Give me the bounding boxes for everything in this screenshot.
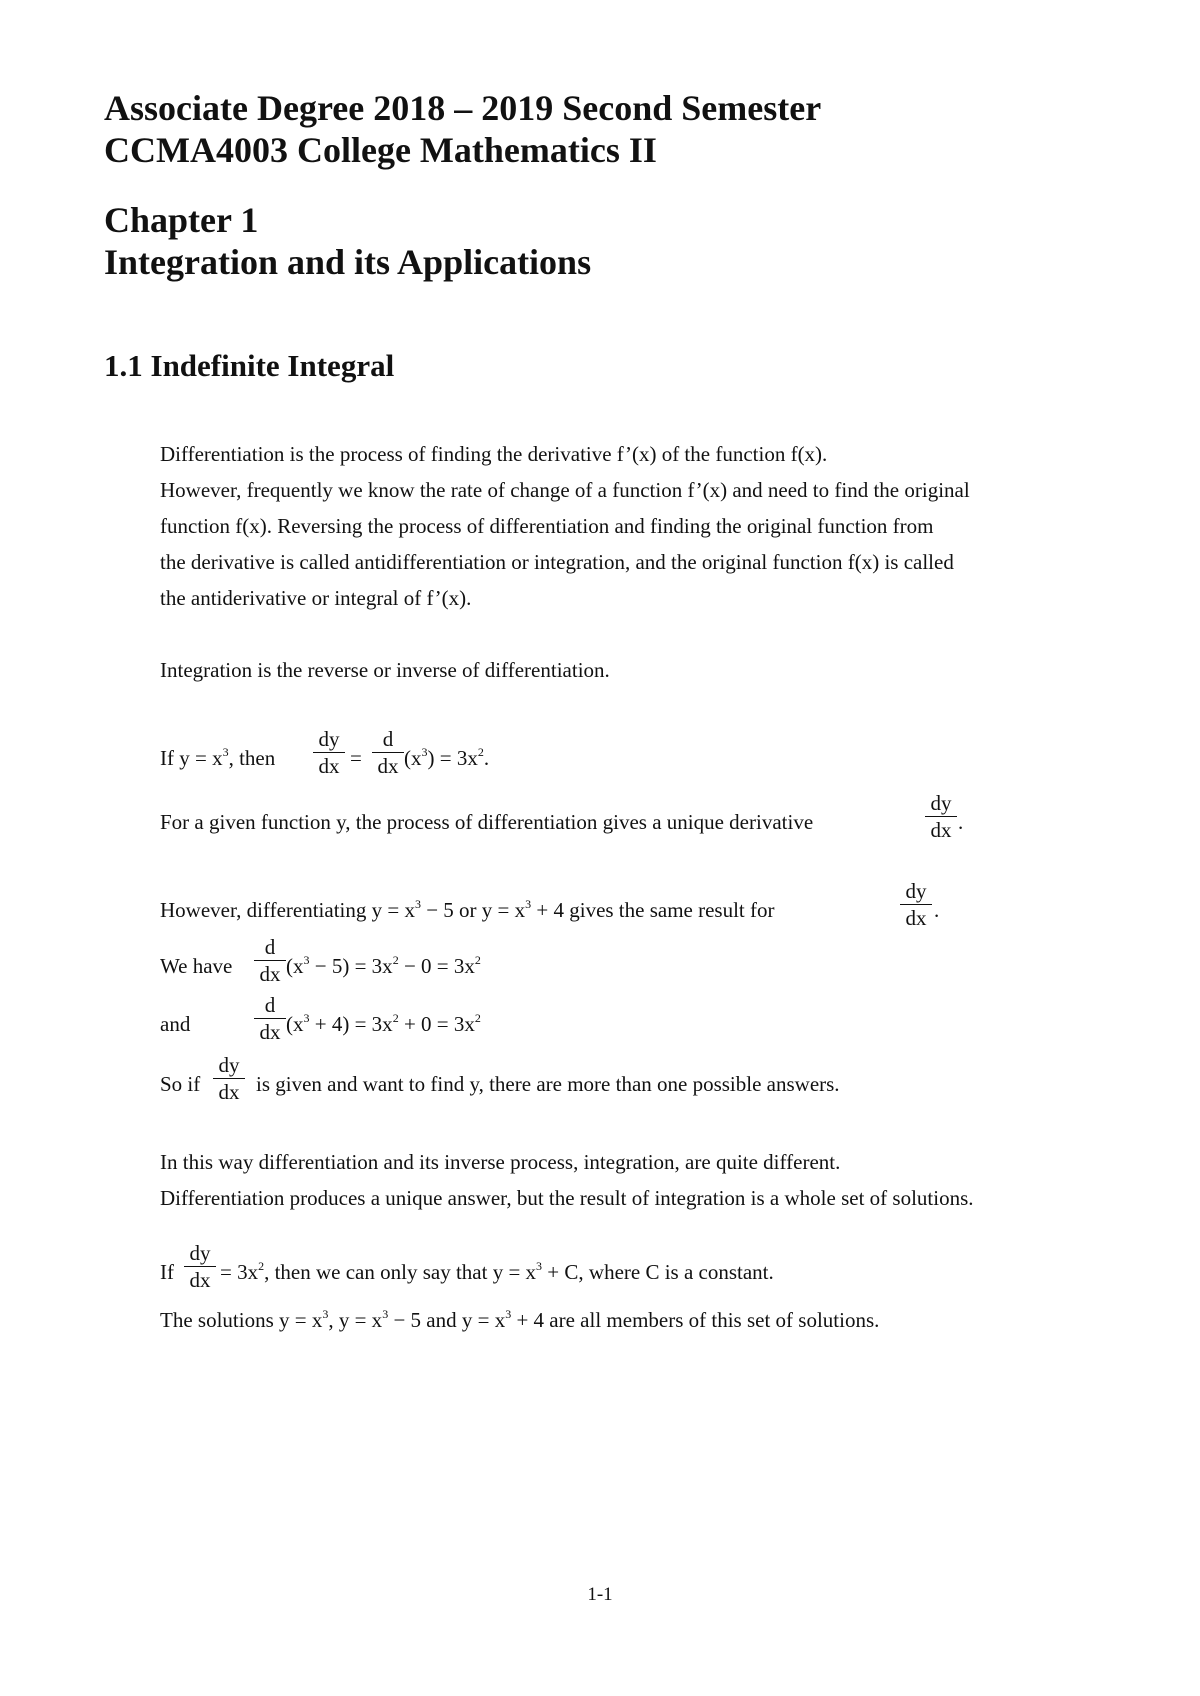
intro-line-2: However, frequently we know the rate of change of a function f’(x) and need to find the original	[160, 478, 970, 502]
dy-dx-fraction: dy dx	[184, 1242, 216, 1291]
section-heading: 1.1 Indefinite Integral	[104, 348, 395, 383]
d-dx-fraction: d dx	[254, 994, 286, 1043]
d-dx-fraction: d dx	[372, 728, 404, 777]
intro-line-5: the antiderivative or integral of f’(x).	[160, 586, 472, 610]
dy-dx-fraction: dy dx	[925, 792, 957, 841]
page-number: 1-1	[587, 1584, 613, 1605]
chapter-title: Integration and its Applications	[104, 242, 592, 282]
course-code-title: CCMA4003 College Mathematics II	[104, 130, 657, 170]
intro-line-1: Differentiation is the process of finding the derivative f’(x) of the function f(x).	[160, 442, 828, 466]
chapter-number: Chapter 1	[104, 200, 259, 240]
course-title: Associate Degree 2018 – 2019 Second Semester	[104, 88, 822, 128]
inverse-statement: Integration is the reverse or inverse of differentiation.	[160, 658, 610, 682]
intro-line-4: the derivative is called antidifferentiation or integration, and the original function f(x) is called	[160, 550, 954, 574]
dy-dx-fraction: dy dx	[213, 1054, 245, 1103]
closing-line-1: In this way differentiation and its inverse process, integration, are quite different.	[160, 1150, 841, 1174]
dy-dx-fraction: dy dx	[900, 880, 932, 929]
solutions-line: The solutions $y = x^3$, $y = x^3 - 5$ and $y = x^3 + 4$ are all members of this set of solutions.	[160, 1307, 880, 1332]
closing-line-2: Differentiation produces a unique answer, but the result of integration is a whole set of solutions.	[160, 1186, 974, 1210]
dy-dx-fraction: dy dx	[313, 728, 345, 777]
intro-line-3: function f(x). Reversing the process of differentiation and finding the original function from	[160, 514, 934, 538]
d-dx-fraction: d dx	[254, 936, 286, 985]
